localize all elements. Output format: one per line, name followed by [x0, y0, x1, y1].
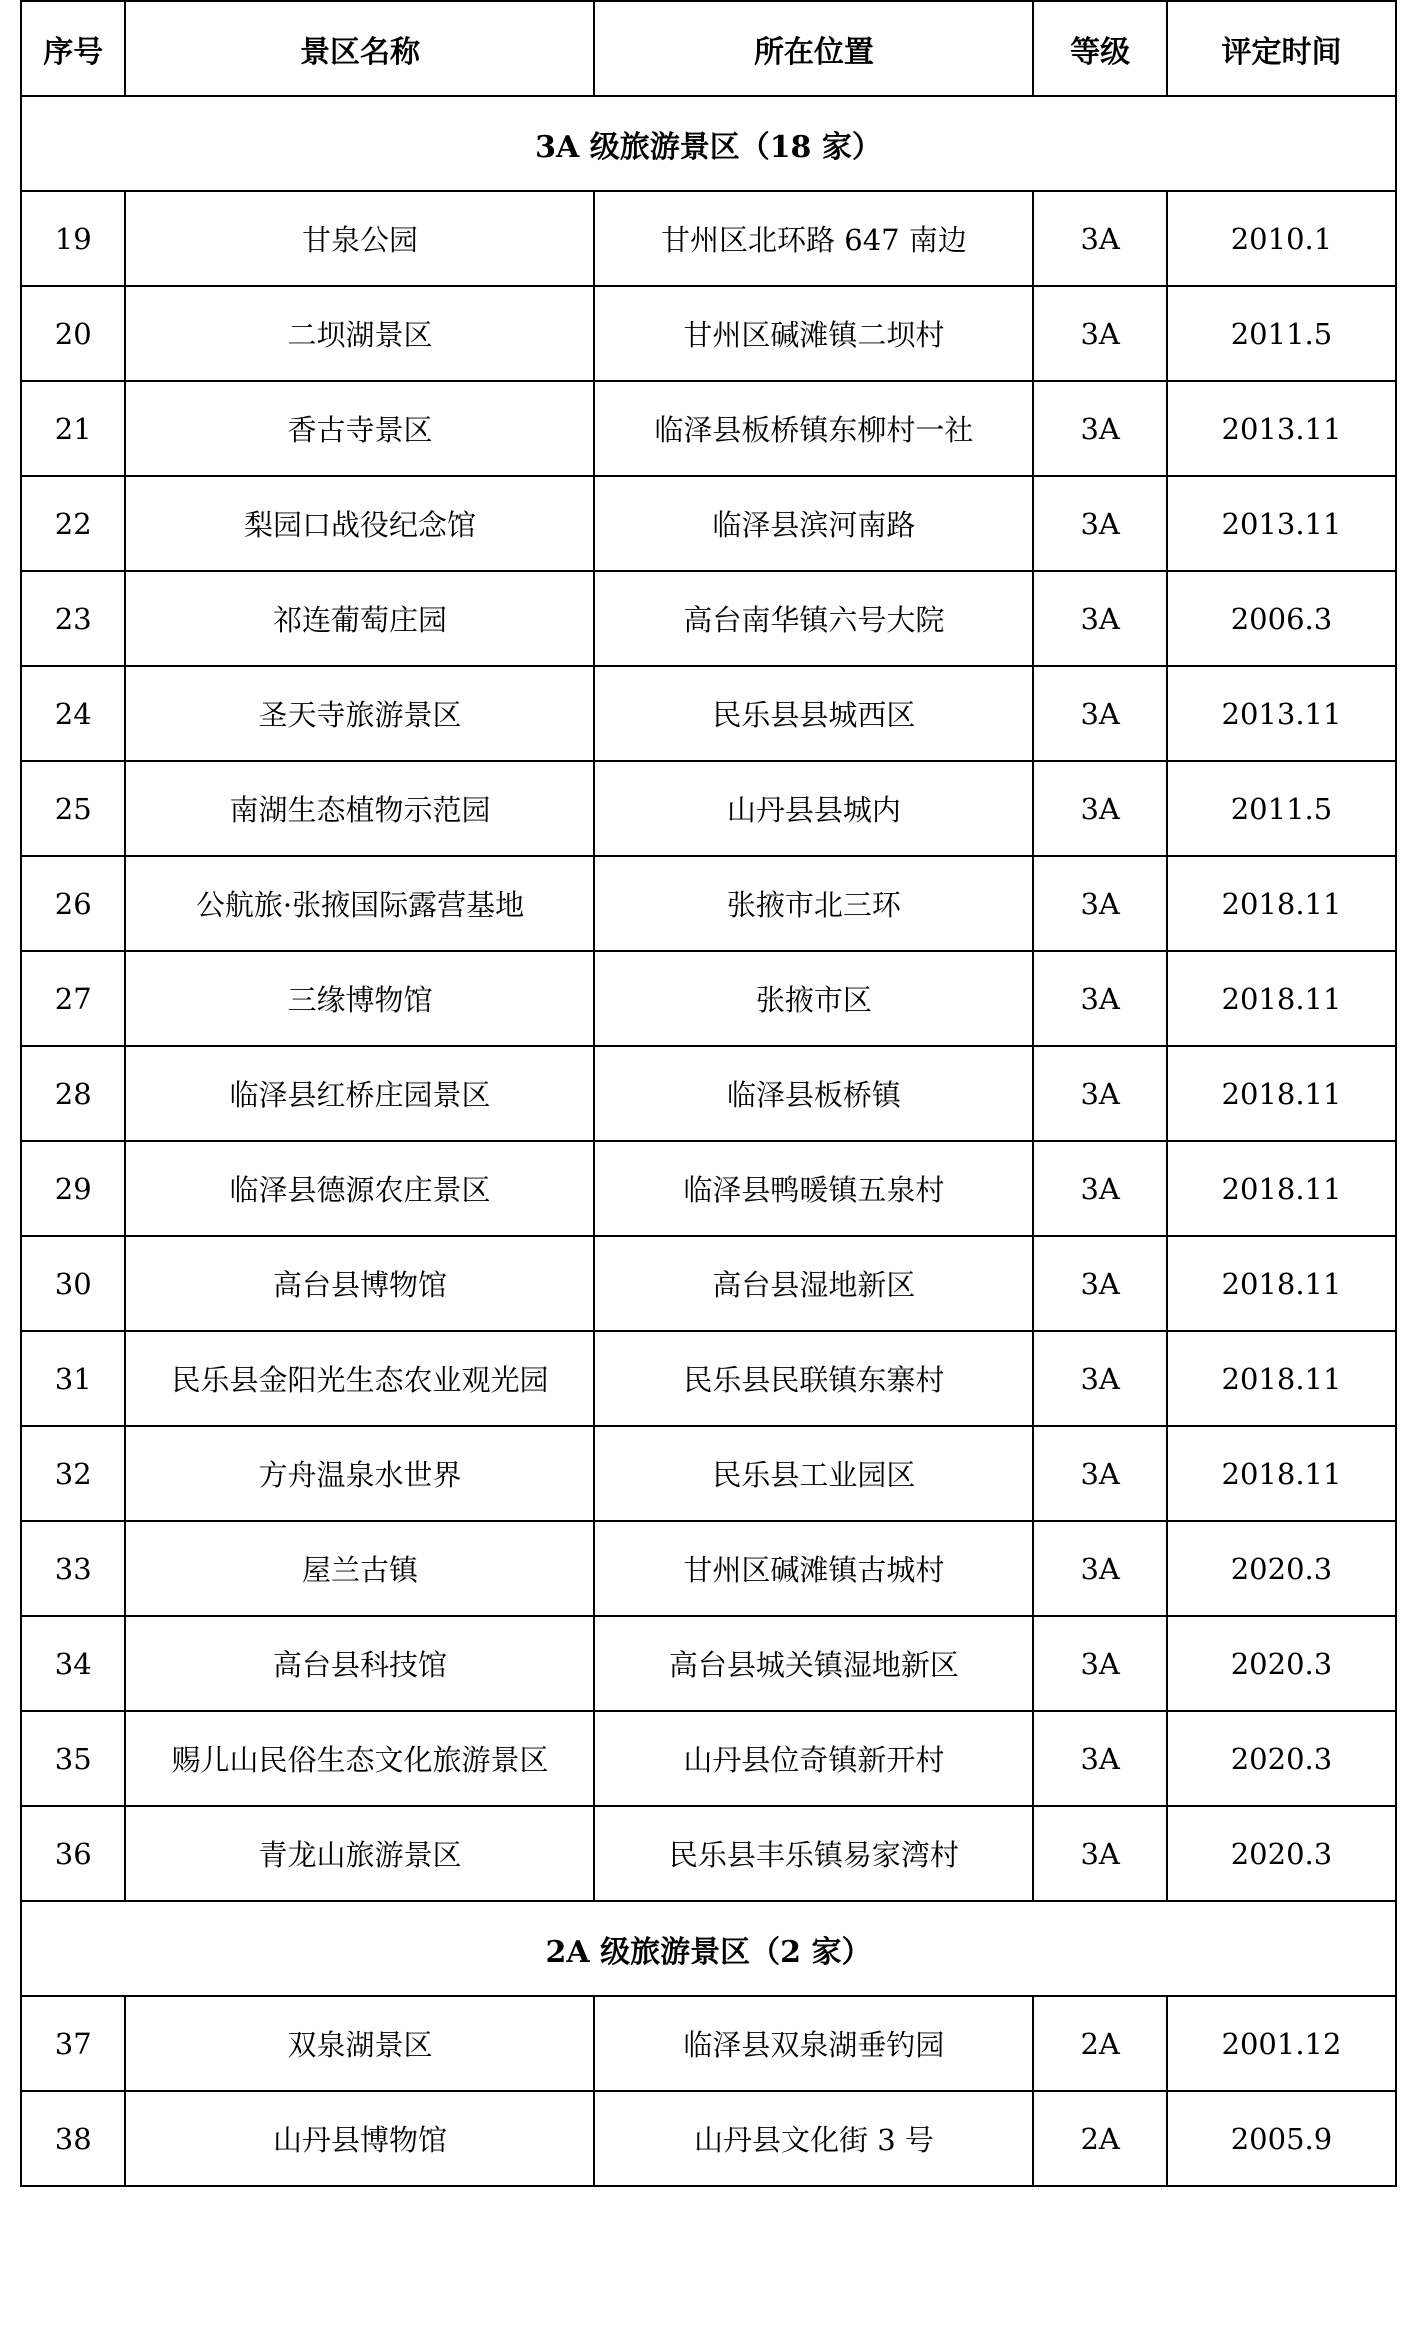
- cell-grade: 3A: [1033, 1521, 1167, 1616]
- header-location: 所在位置: [594, 1, 1033, 96]
- cell-name: 香古寺景区: [125, 381, 594, 476]
- cell-serial: 24: [21, 666, 125, 761]
- table-row: [21, 1616, 1396, 1711]
- cell-location: 民乐县民联镇东寨村: [594, 1331, 1033, 1426]
- table-header-row: [21, 1, 1396, 96]
- cell-grade: 3A: [1033, 1331, 1167, 1426]
- cell-serial: 30: [21, 1236, 125, 1331]
- cell-location: 山丹县文化街 3 号: [594, 2091, 1033, 2186]
- cell-grade: 3A: [1033, 666, 1167, 761]
- cell-date: 2018.11: [1167, 1141, 1396, 1236]
- cell-name: 高台县科技馆: [125, 1616, 594, 1711]
- cell-date: 2020.3: [1167, 1806, 1396, 1901]
- cell-serial: 32: [21, 1426, 125, 1521]
- cell-location: 高台县湿地新区: [594, 1236, 1033, 1331]
- cell-serial: 25: [21, 761, 125, 856]
- table-row: [21, 1426, 1396, 1521]
- cell-serial: 29: [21, 1141, 125, 1236]
- header-serial: 序号: [21, 1, 125, 96]
- cell-name: 临泽县德源农庄景区: [125, 1141, 594, 1236]
- cell-grade: 3A: [1033, 1236, 1167, 1331]
- cell-serial: 26: [21, 856, 125, 951]
- cell-name: 方舟温泉水世界: [125, 1426, 594, 1521]
- table-row: [21, 2091, 1396, 2186]
- cell-serial: 22: [21, 476, 125, 571]
- table-row: [21, 1711, 1396, 1806]
- cell-location: 民乐县丰乐镇易家湾村: [594, 1806, 1033, 1901]
- cell-location: 民乐县工业园区: [594, 1426, 1033, 1521]
- cell-date: 2011.5: [1167, 286, 1396, 381]
- header-date: 评定时间: [1167, 1, 1396, 96]
- cell-serial: 33: [21, 1521, 125, 1616]
- table-row: [21, 856, 1396, 951]
- cell-name: 青龙山旅游景区: [125, 1806, 594, 1901]
- cell-date: 2020.3: [1167, 1521, 1396, 1616]
- cell-name: 山丹县博物馆: [125, 2091, 594, 2186]
- table-row: [21, 1236, 1396, 1331]
- cell-name: 南湖生态植物示范园: [125, 761, 594, 856]
- cell-location: 甘州区碱滩镇二坝村: [594, 286, 1033, 381]
- table-row: [21, 286, 1396, 381]
- cell-serial: 23: [21, 571, 125, 666]
- cell-grade: 3A: [1033, 286, 1167, 381]
- cell-date: 2018.11: [1167, 856, 1396, 951]
- cell-date: 2013.11: [1167, 381, 1396, 476]
- cell-date: 2018.11: [1167, 951, 1396, 1046]
- table-row: [21, 1331, 1396, 1426]
- document-page: [20, 0, 1397, 2187]
- table-row: [21, 571, 1396, 666]
- cell-location: 甘州区北环路 647 南边: [594, 191, 1033, 286]
- header-name: 景区名称: [125, 1, 594, 96]
- cell-date: 2018.11: [1167, 1046, 1396, 1141]
- cell-location: 山丹县位奇镇新开村: [594, 1711, 1033, 1806]
- cell-location: 张掖市北三环: [594, 856, 1033, 951]
- cell-date: 2018.11: [1167, 1236, 1396, 1331]
- table-row: [21, 1996, 1396, 2091]
- cell-date: 2013.11: [1167, 666, 1396, 761]
- table-row: [21, 951, 1396, 1046]
- cell-serial: 28: [21, 1046, 125, 1141]
- cell-date: 2018.11: [1167, 1331, 1396, 1426]
- cell-location: 临泽县板桥镇: [594, 1046, 1033, 1141]
- cell-serial: 38: [21, 2091, 125, 2186]
- table-row: [21, 381, 1396, 476]
- cell-grade: 3A: [1033, 476, 1167, 571]
- cell-grade: 3A: [1033, 1141, 1167, 1236]
- cell-grade: 2A: [1033, 2091, 1167, 2186]
- cell-location: 张掖市区: [594, 951, 1033, 1046]
- cell-date: 2018.11: [1167, 1426, 1396, 1521]
- cell-grade: 3A: [1033, 1046, 1167, 1141]
- cell-name: 梨园口战役纪念馆: [125, 476, 594, 571]
- table-row: [21, 476, 1396, 571]
- header-grade: 等级: [1033, 1, 1167, 96]
- cell-location: 高台南华镇六号大院: [594, 571, 1033, 666]
- section-row: [21, 1901, 1396, 1996]
- cell-grade: 3A: [1033, 856, 1167, 951]
- cell-grade: 3A: [1033, 1806, 1167, 1901]
- cell-grade: 2A: [1033, 1996, 1167, 2091]
- table-row: [21, 666, 1396, 761]
- cell-name: 祁连葡萄庄园: [125, 571, 594, 666]
- cell-name: 双泉湖景区: [125, 1996, 594, 2091]
- cell-serial: 31: [21, 1331, 125, 1426]
- section-title: 3A 级旅游景区（18 家）: [21, 96, 1396, 191]
- cell-date: 2020.3: [1167, 1616, 1396, 1711]
- cell-location: 高台县城关镇湿地新区: [594, 1616, 1033, 1711]
- cell-location: 临泽县鸭暖镇五泉村: [594, 1141, 1033, 1236]
- cell-location: 山丹县县城内: [594, 761, 1033, 856]
- cell-grade: 3A: [1033, 1616, 1167, 1711]
- cell-location: 民乐县县城西区: [594, 666, 1033, 761]
- cell-serial: 19: [21, 191, 125, 286]
- cell-location: 甘州区碱滩镇古城村: [594, 1521, 1033, 1616]
- cell-date: 2005.9: [1167, 2091, 1396, 2186]
- cell-name: 赐儿山民俗生态文化旅游景区: [125, 1711, 594, 1806]
- cell-date: 2006.3: [1167, 571, 1396, 666]
- cell-grade: 3A: [1033, 381, 1167, 476]
- cell-location: 临泽县双泉湖垂钓园: [594, 1996, 1033, 2091]
- table-row: [21, 1521, 1396, 1616]
- cell-name: 高台县博物馆: [125, 1236, 594, 1331]
- cell-name: 三缘博物馆: [125, 951, 594, 1046]
- cell-name: 民乐县金阳光生态农业观光园: [125, 1331, 594, 1426]
- table-row: [21, 761, 1396, 856]
- cell-date: 2001.12: [1167, 1996, 1396, 2091]
- cell-serial: 21: [21, 381, 125, 476]
- cell-grade: 3A: [1033, 571, 1167, 666]
- cell-name: 圣天寺旅游景区: [125, 666, 594, 761]
- section-row: [21, 96, 1396, 191]
- cell-date: 2020.3: [1167, 1711, 1396, 1806]
- cell-date: 2013.11: [1167, 476, 1396, 571]
- scenic-area-table: [20, 0, 1397, 2187]
- table-body: [21, 96, 1396, 2186]
- cell-serial: 35: [21, 1711, 125, 1806]
- cell-serial: 34: [21, 1616, 125, 1711]
- table-row: [21, 1806, 1396, 1901]
- cell-name: 公航旅·张掖国际露营基地: [125, 856, 594, 951]
- cell-serial: 27: [21, 951, 125, 1046]
- cell-grade: 3A: [1033, 1426, 1167, 1521]
- cell-name: 临泽县红桥庄园景区: [125, 1046, 594, 1141]
- cell-name: 屋兰古镇: [125, 1521, 594, 1616]
- section-title: 2A 级旅游景区（2 家）: [21, 1901, 1396, 1996]
- cell-serial: 36: [21, 1806, 125, 1901]
- cell-serial: 37: [21, 1996, 125, 2091]
- cell-name: 二坝湖景区: [125, 286, 594, 381]
- table-row: [21, 191, 1396, 286]
- table-row: [21, 1141, 1396, 1236]
- cell-grade: 3A: [1033, 761, 1167, 856]
- cell-date: 2011.5: [1167, 761, 1396, 856]
- cell-location: 临泽县板桥镇东柳村一社: [594, 381, 1033, 476]
- cell-date: 2010.1: [1167, 191, 1396, 286]
- cell-grade: 3A: [1033, 951, 1167, 1046]
- cell-grade: 3A: [1033, 191, 1167, 286]
- cell-serial: 20: [21, 286, 125, 381]
- cell-name: 甘泉公园: [125, 191, 594, 286]
- table-row: [21, 1046, 1396, 1141]
- cell-grade: 3A: [1033, 1711, 1167, 1806]
- cell-location: 临泽县滨河南路: [594, 476, 1033, 571]
